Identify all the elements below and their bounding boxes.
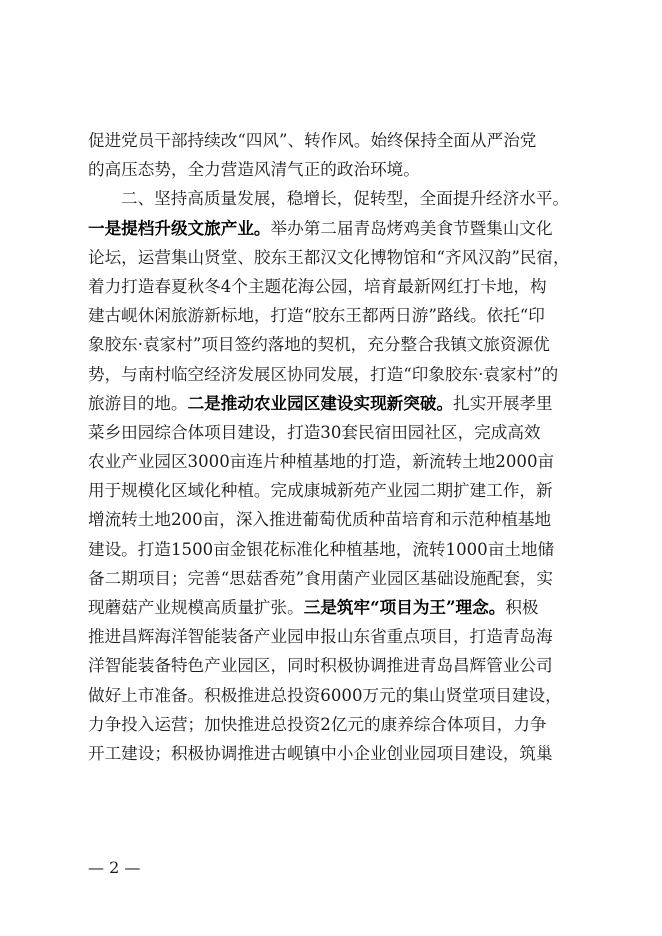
text-run: 势，与南村临空经济发展区协同发展，打造“印象胶东·袁家村”的 bbox=[88, 364, 559, 384]
text-run: 力争投入运营；加快推进总投资2亿元的康养综合体项目，力争 bbox=[88, 714, 547, 734]
text-line bbox=[88, 389, 578, 418]
bold-subheading: 二是推动农业园区建设实现新突破。 bbox=[187, 392, 454, 413]
text-line bbox=[88, 243, 578, 272]
text-line bbox=[88, 681, 578, 710]
text-run: 积极 bbox=[505, 598, 539, 617]
text-line bbox=[88, 535, 578, 564]
body-text bbox=[88, 126, 578, 768]
text-run: 做好上市准备。积极推进总投资6000万元的集山贤堂项目建设， bbox=[88, 685, 562, 705]
text-line bbox=[88, 360, 578, 389]
text-line bbox=[88, 447, 578, 476]
bold-subheading: 一是提档升级文旅产业。 bbox=[88, 217, 271, 238]
text-run: 菜乡田园综合体项目建设，打造30套民宿田园社区，完成高效 bbox=[88, 422, 541, 442]
text-run: 开工建设；积极协调推进古岘镇中小企业创业园项目建设，筑巢 bbox=[88, 743, 553, 763]
text-line bbox=[88, 418, 578, 447]
text-run: 举办第二届青岛烤鸡美食节暨集山文化 bbox=[270, 218, 553, 238]
text-line bbox=[88, 214, 578, 243]
text-run: 现蘑菇产业规模高质量扩张。 bbox=[88, 598, 304, 617]
text-run: 备二期项目；完善“思菇香苑”食用菌产业园区基础设施配套，实 bbox=[88, 568, 553, 588]
text-line bbox=[88, 622, 578, 651]
text-run: 洋智能装备特色产业园区，同时积极协调推进青岛昌辉管业公司 bbox=[88, 656, 553, 676]
text-line bbox=[88, 476, 578, 505]
section-heading-line bbox=[88, 184, 578, 213]
text-run: 建设。打造1500亩金银花标准化种植基地，流转1000亩土地储 bbox=[88, 539, 555, 559]
text-line bbox=[88, 710, 578, 739]
text-run: 用于规模化区域化种植。完成康城新苑产业园二期扩建工作，新 bbox=[88, 481, 553, 501]
text-line bbox=[88, 301, 578, 330]
text-run: 象胶东·袁家村”项目签约落地的契机，充分整合我镇文旅资源优 bbox=[88, 335, 550, 355]
text-run: 增流转土地200亩，深入推进葡萄优质种苗培育和示范种植基地 bbox=[88, 510, 552, 530]
text-run: 扎实开展孝里 bbox=[453, 393, 553, 413]
text-line bbox=[88, 593, 578, 622]
text-line bbox=[88, 651, 578, 680]
text-run: 着力打造春夏秋冬4个主题花海公园，培育最新网红打卡地，构 bbox=[88, 276, 547, 296]
text-line bbox=[88, 739, 578, 768]
text-line bbox=[88, 126, 578, 155]
text-line bbox=[88, 155, 578, 184]
text-run: 建古岘休闲旅游新标地，打造“胶东王都两日游”路线。依托“印 bbox=[88, 306, 545, 326]
text-run: 旅游目的地。 bbox=[88, 393, 188, 413]
text-line bbox=[88, 330, 578, 359]
section-heading: 二、坚持高质量发展，稳增长，促转型，全面提升经济水平。 bbox=[121, 189, 570, 209]
text-run: 论坛，运营集山贤堂、胶东王都汉文化博物馆和“齐风汉韵”民宿， bbox=[88, 247, 570, 267]
text-line bbox=[88, 272, 578, 301]
page-number: — 2 — bbox=[88, 858, 141, 877]
text-run: 农业产业园区3000亩连片种植基地的打造，新流转土地2000亩 bbox=[88, 452, 555, 472]
text-run: 的高压态势，全力营造风清气正的政治环境。 bbox=[88, 160, 420, 180]
bold-subheading: 三是筑牢“项目为王”理念。 bbox=[303, 597, 506, 617]
text-line bbox=[88, 505, 578, 534]
text-line bbox=[88, 564, 578, 593]
text-run: 促进党员干部持续改“四风”、转作风。始终保持全面从严治党 bbox=[88, 131, 537, 150]
text-run: 推进昌辉海洋智能装备产业园申报山东省重点项目，打造青岛海 bbox=[88, 627, 553, 647]
